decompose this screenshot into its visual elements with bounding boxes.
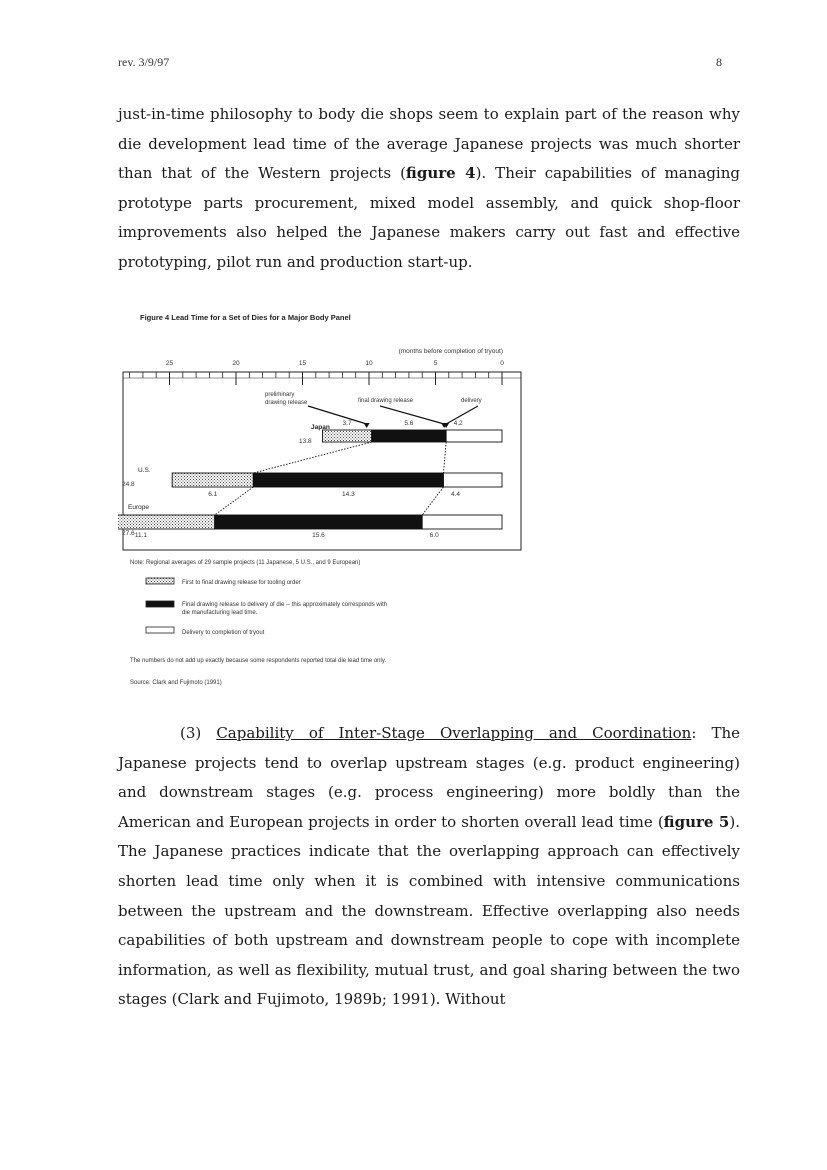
bar-us-seg-2	[253, 473, 443, 487]
figure-4-chart	[118, 305, 538, 705]
x-tick-label: 15	[298, 360, 307, 367]
x-tick-label: 25	[165, 360, 174, 367]
paragraph-1	[118, 100, 740, 278]
bar-us-seg-1	[172, 473, 253, 487]
bar-value-label: 6.0	[429, 532, 439, 539]
bar-japan-seg-2	[372, 430, 446, 442]
preliminary-arrow	[308, 406, 367, 424]
bar-us-seg-3	[443, 473, 502, 487]
paragraph-1-end: ). Their capabilities of managing prototype parts procurement, mixed model assembly, and quick shop-floor improvements also helped the Japanese makers carry out fast and effective prototyping, pilot run and production start-up.	[118, 164, 740, 271]
preliminary-label-line1: preliminary	[265, 392, 295, 398]
figure-4-reference: figure 4	[405, 164, 476, 183]
figure-source: Source: Clark and Fujimoto (1991)	[130, 680, 222, 686]
page-number: 8	[716, 55, 722, 69]
x-tick-label: 5	[433, 360, 438, 367]
preliminary-label-line2: drawing release	[265, 400, 308, 406]
bar-value-label: 14.3	[342, 491, 355, 498]
legend-label-final-line1: Final drawing release to delivery of die -- this approximately corresponds with	[182, 602, 388, 608]
legend-swatch-delivery	[146, 627, 174, 633]
final-release-label: final drawing release	[358, 398, 414, 404]
bar-europe-seg-1	[118, 515, 215, 529]
bar-japan-seg-3	[446, 430, 502, 442]
figure-footnote: The numbers do not add up exactly because some respondents reported total die lead time only.	[130, 658, 387, 664]
preliminary-arrowhead	[364, 423, 370, 428]
bars	[118, 420, 502, 539]
bar-value-label: 11.1	[134, 532, 147, 539]
category-label: Japan	[311, 424, 330, 431]
bar-value-label: 3.7	[342, 420, 352, 427]
x-tick-label: 20	[232, 360, 240, 367]
section-heading: Capability of Inter-Stage Overlapping and Coordination	[216, 724, 692, 742]
legend-swatch-first	[146, 578, 174, 584]
bar-value-label: 6.1	[208, 491, 218, 498]
top-scale	[123, 372, 521, 385]
running-header: rev. 3/9/97	[118, 55, 170, 69]
paragraph-2-text-a: : The Japanese projects tend to overlap upstream stages (e.g. product engineering) and downstream stages (e.g. process engineering) more boldly than the American and European projects in order to shorten overall lead time (	[118, 724, 740, 831]
axis-note: (months before completion of tryout)	[398, 348, 503, 355]
connector-line	[422, 487, 443, 515]
delivery-label: delivery	[461, 398, 482, 404]
paragraph-2-text-b: ). The Japanese practices indicate that the overlapping approach can effectively shorten lead time only when it is combined with intensive communications between the upstream and the downstream. Effective overlapping also needs capabilities of both upstream and downstream people to cope with incomplete information, as well as flexibility, mutual trust, and goal sharing between the two stages (Clark and Fujimoto, 1989b; 1991). Without	[118, 812, 740, 1009]
category-total-label: 27.6	[122, 530, 135, 537]
bar-value-label: 4.2	[453, 420, 463, 427]
category-label: U.S.	[138, 467, 151, 474]
bar-europe-seg-3	[422, 515, 502, 529]
connector-line	[215, 487, 254, 515]
figure-5-reference: figure 5	[663, 812, 730, 831]
paragraph-1-text: just-in-time philosophy to body die shops seem to explain part of the reason why die development lead time of the average Japanese projects was much shorter than that of the Western projects (	[118, 105, 740, 183]
bar-value-label: 5.6	[404, 420, 414, 427]
figure-4	[118, 305, 538, 705]
figure-title: Figure 4 Lead Time for a Set of Dies for a Major Body Panel	[140, 313, 351, 322]
category-total-label: 24.8	[122, 481, 135, 488]
legend-swatch-final	[146, 601, 174, 607]
legend-label-delivery: Delivery to completion of tryout	[182, 630, 265, 636]
legend-label-first: First to final drawing release for tooling order	[182, 580, 301, 586]
bar-value-label: 15.6	[312, 532, 325, 539]
bar-japan-seg-1	[322, 430, 371, 442]
category-label: Europe	[128, 504, 149, 511]
connector-line	[253, 442, 371, 473]
section-number: (3)	[180, 724, 217, 742]
figure-note: Note: Regional averages of 29 sample projects (11 Japanese, 5 U.S., and 9 European)	[130, 560, 361, 566]
bar-europe-seg-2	[215, 515, 422, 529]
x-tick-label: 0	[500, 360, 504, 367]
connector-line	[443, 442, 446, 473]
x-tick-labels	[166, 360, 504, 367]
x-tick-label: 10	[365, 360, 373, 367]
legend-label-final-line2: die manufacturing lead time.	[182, 610, 258, 616]
paragraph-2	[118, 719, 740, 1015]
bar-value-label: 4.4	[450, 491, 461, 498]
category-total-label: 13.8	[299, 438, 312, 445]
